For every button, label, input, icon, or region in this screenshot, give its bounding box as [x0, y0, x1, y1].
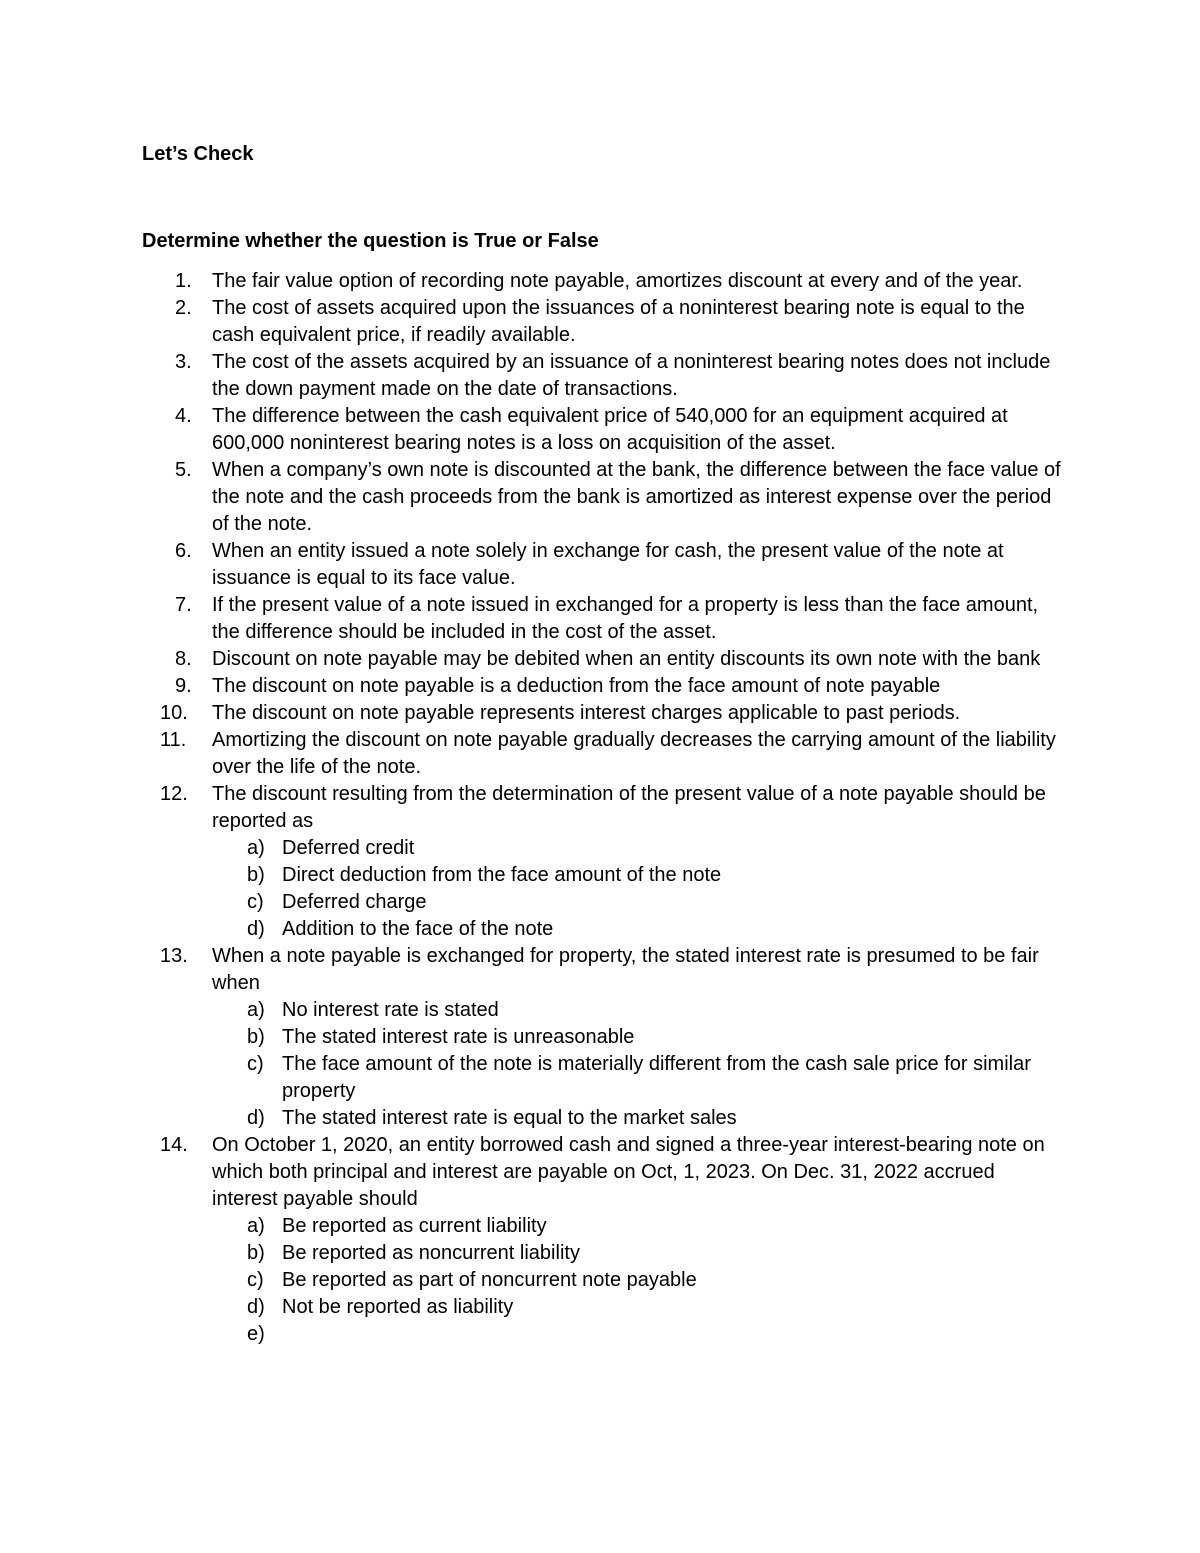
- option-list: [212, 997, 1064, 1132]
- question-item: [0, 646, 1064, 673]
- option-item: [212, 1105, 1064, 1132]
- question-item: [0, 592, 1064, 646]
- question-number: 9.: [175, 675, 192, 697]
- question-text: Amortizing the discount on note payable gradually decreases the carrying amount of the liability over the life of the note.: [212, 729, 1056, 778]
- option-text: Direct deduction from the face amount of the note: [282, 864, 722, 886]
- option-letter: b): [247, 1026, 265, 1048]
- option-letter: d): [247, 1296, 265, 1318]
- option-letter: c): [247, 891, 264, 913]
- question-number: 2.: [175, 297, 192, 319]
- question-item: [0, 1132, 1064, 1348]
- question-item: [0, 295, 1064, 349]
- instruction-heading: Determine whether the question is True or False: [142, 230, 599, 252]
- question-number: 1.: [175, 270, 192, 292]
- question-text: The discount resulting from the determination of the present value of a note payable should be reported as: [212, 783, 1046, 832]
- option-letter: c): [247, 1053, 264, 1075]
- question-text: When an entity issued a note solely in exchange for cash, the present value of the note at issuance is equal to its face value.: [212, 540, 1004, 589]
- question-text: The cost of assets acquired upon the issuances of a noninterest bearing note is equal to the cash equivalent price, if readily available.: [212, 297, 1025, 346]
- option-item: [212, 1321, 1064, 1348]
- question-item: [0, 781, 1064, 943]
- option-item: [212, 1294, 1064, 1321]
- option-text: Not be reported as liability: [282, 1296, 514, 1318]
- option-item: [212, 1024, 1064, 1051]
- option-item: [212, 835, 1064, 862]
- option-text: Be reported as part of noncurrent note payable: [282, 1269, 697, 1291]
- question-number: 4.: [175, 405, 192, 427]
- option-item: [212, 1240, 1064, 1267]
- question-text: The fair value option of recording note payable, amortizes discount at every and of the year.: [212, 270, 1023, 292]
- question-number: 8.: [175, 648, 192, 670]
- option-item: [212, 862, 1064, 889]
- question-item: [0, 727, 1064, 781]
- option-letter: a): [247, 837, 265, 859]
- option-letter: d): [247, 1107, 265, 1129]
- option-text: Addition to the face of the note: [282, 918, 554, 940]
- option-letter: c): [247, 1269, 264, 1291]
- question-number: 3.: [175, 351, 192, 373]
- option-item: [212, 1267, 1064, 1294]
- question-text: If the present value of a note issued in exchanged for a property is less than the face amount, the difference should be included in the cost of the asset.: [212, 594, 1039, 643]
- option-text: Deferred charge: [282, 891, 427, 913]
- question-number: 13.: [160, 945, 188, 967]
- question-text: The cost of the assets acquired by an issuance of a noninterest bearing notes does not include the down payment made on the date of transactions.: [212, 351, 1051, 400]
- question-list: [0, 268, 1200, 1348]
- question-item: [0, 538, 1064, 592]
- option-text: Be reported as current liability: [282, 1215, 547, 1237]
- question-text: When a company’s own note is discounted at the bank, the difference between the face value of the note and the cash proceeds from the bank is amortized as interest expense over the period of the note.: [212, 459, 1061, 535]
- question-text: The discount on note payable represents interest charges applicable to past periods.: [212, 702, 961, 724]
- question-number: 10.: [160, 702, 188, 724]
- option-list: [212, 835, 1064, 943]
- question-item: [0, 700, 1064, 727]
- option-letter: a): [247, 1215, 265, 1237]
- question-number: 14.: [160, 1134, 188, 1156]
- option-letter: a): [247, 999, 265, 1021]
- option-letter: b): [247, 1242, 265, 1264]
- option-text: The stated interest rate is equal to the market sales: [282, 1107, 737, 1129]
- option-text: Be reported as noncurrent liability: [282, 1242, 580, 1264]
- option-letter: b): [247, 864, 265, 886]
- question-number: 11.: [160, 729, 187, 751]
- option-letter: d): [247, 918, 265, 940]
- page-title: Let’s Check: [142, 143, 254, 165]
- option-item: [212, 889, 1064, 916]
- option-item: [212, 997, 1064, 1024]
- question-number: 5.: [175, 459, 192, 481]
- option-text: The face amount of the note is materially different from the cash sale price for similar property: [282, 1053, 1031, 1102]
- question-number: 12.: [160, 783, 188, 805]
- option-list: [212, 1213, 1064, 1348]
- question-item: [0, 943, 1064, 1132]
- question-item: [0, 457, 1064, 538]
- option-item: [212, 1213, 1064, 1240]
- question-item: [0, 268, 1064, 295]
- question-number: 6.: [175, 540, 192, 562]
- option-item: [212, 1051, 1064, 1105]
- option-item: [212, 916, 1064, 943]
- option-letter: e): [247, 1323, 265, 1345]
- question-item: [0, 403, 1064, 457]
- option-text: No interest rate is stated: [282, 999, 499, 1021]
- question-text: Discount on note payable may be debited when an entity discounts its own note with the bank: [212, 648, 1041, 670]
- question-text: When a note payable is exchanged for property, the stated interest rate is presumed to be fair when: [212, 945, 1039, 994]
- question-item: [0, 349, 1064, 403]
- question-text: On October 1, 2020, an entity borrowed cash and signed a three-year interest-bearing note on which both principal and interest are payable on Oct, 1, 2023. On Dec. 31, 2022 accrued interest payable should: [212, 1134, 1045, 1210]
- question-text: The discount on note payable is a deduction from the face amount of note payable: [212, 675, 941, 697]
- question-number: 7.: [175, 594, 192, 616]
- option-text: The stated interest rate is unreasonable: [282, 1026, 635, 1048]
- question-text: The difference between the cash equivalent price of 540,000 for an equipment acquired at 600,000 noninterest bearing notes is a loss on acquisition of the asset.: [212, 405, 1008, 454]
- option-text: Deferred credit: [282, 837, 415, 859]
- question-item: [0, 673, 1064, 700]
